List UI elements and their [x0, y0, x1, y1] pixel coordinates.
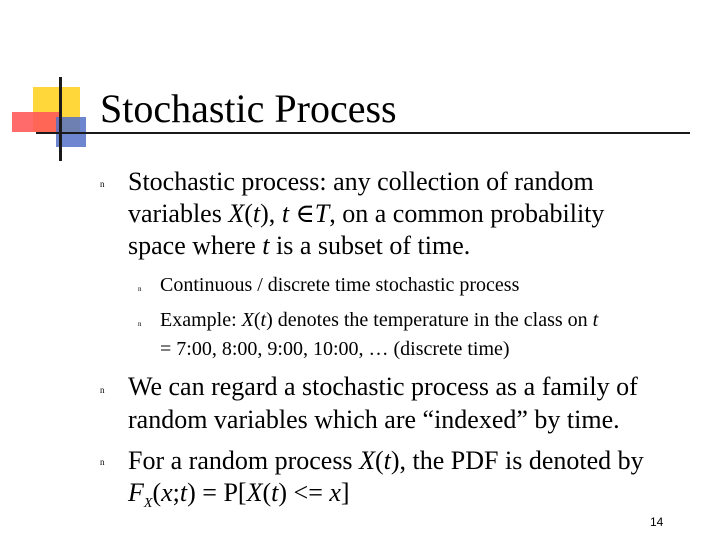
sub-bullet-2-line-2: = 7:00, 8:00, 9:00, 10:00, … (discrete time): [160, 338, 510, 360]
slide-title: Stochastic Process: [100, 86, 397, 131]
bullet-marker: n: [100, 385, 105, 395]
page-number: 14: [650, 515, 664, 529]
element-of-symbol: ∈: [295, 199, 315, 228]
bullet-1-line-1: Stochastic process: any collection of random: [128, 167, 594, 196]
bullet-2-line-1: We can regard a stochastic process as a family of: [128, 372, 638, 401]
bullet-3-line-2: $F_X(x;t) = P[X(t) <= x]$: [128, 478, 350, 511]
decor-red-bar: [12, 112, 60, 132]
sub-bullet-marker: n: [138, 320, 142, 328]
bullet-marker: n: [100, 457, 105, 467]
decor-vertical-line: [59, 77, 62, 161]
bullet-1-line-3: space where t is a subset of time.: [128, 231, 471, 260]
sub-bullet-1: Continuous / discrete time stochastic process: [160, 274, 520, 296]
bullet-3-line-1: For a random process X(t), the PDF is denoted by: [128, 446, 644, 475]
sub-bullet-marker: n: [138, 285, 142, 293]
sub-bullet-2-line-1: Example: X(t) denotes the temperature in the class on t: [160, 309, 599, 331]
bullet-2-line-2: random variables which are “indexed” by time.: [128, 405, 620, 434]
bullet-marker: n: [100, 179, 105, 189]
bullet-1-line-2: variables X(t), t ∈T, on a common probability: [128, 199, 605, 228]
